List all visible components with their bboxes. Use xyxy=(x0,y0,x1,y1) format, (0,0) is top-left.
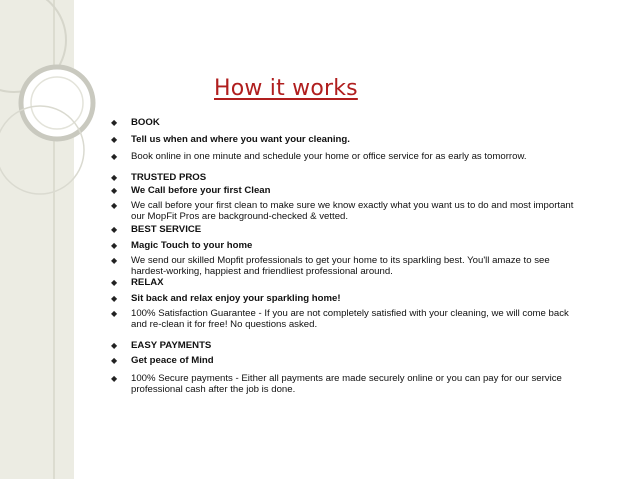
list-item-text: Magic Touch to your home xyxy=(131,240,253,251)
list-item xyxy=(111,278,576,289)
bullet-icon: ◆ xyxy=(111,294,118,303)
bullet-icon: ◆ xyxy=(111,225,118,234)
bullet-icon: ◆ xyxy=(111,341,118,350)
decorative-circles xyxy=(0,0,140,200)
bullet-icon: ◆ xyxy=(111,186,118,195)
list-item-text: 100% Satisfaction Guarantee - If you are not completely satisfied with your cleaning, we will come back and re-clean it for free! No questions asked. xyxy=(131,308,569,330)
list-item xyxy=(111,118,576,129)
bullet-icon: ◆ xyxy=(111,356,118,365)
bullet-icon: ◆ xyxy=(111,374,118,383)
list-item xyxy=(111,241,576,252)
list-item xyxy=(111,135,576,146)
page-title: How it works xyxy=(214,76,358,101)
list-item-text: RELAX xyxy=(131,277,164,288)
list-item-text: EASY PAYMENTS xyxy=(131,340,212,351)
list-item-text: Book online in one minute and schedule your home or office service for as early as tomorrow. xyxy=(131,151,527,162)
list-item xyxy=(111,256,576,277)
list-item xyxy=(111,186,576,197)
list-item xyxy=(111,294,576,305)
list-item-text: TRUSTED PROS xyxy=(131,172,207,183)
bullet-icon: ◆ xyxy=(111,118,118,127)
bullet-icon: ◆ xyxy=(111,135,118,144)
list-item-text: 100% Secure payments - Either all payments are made securely online or you can pay for our service professional cash after the job is done. xyxy=(131,373,562,395)
list-item-text: Tell us when and where you want your cleaning. xyxy=(131,134,350,145)
bullet-icon: ◆ xyxy=(111,309,118,318)
bullet-icon: ◆ xyxy=(111,201,118,210)
list-item xyxy=(111,173,576,184)
bullet-icon: ◆ xyxy=(111,241,118,250)
list-item xyxy=(111,356,576,367)
bullet-icon: ◆ xyxy=(111,173,118,182)
list-item-text: Sit back and relax enjoy your sparkling home! xyxy=(131,293,341,304)
list-item-text: We Call before your first Clean xyxy=(131,185,271,196)
list-item xyxy=(111,225,576,236)
list-item-text: We call before your first clean to make sure we know exactly what you want us to do and most important our MopFit Pros are background-checked & vetted. xyxy=(131,200,574,222)
list-item-text: Get peace of Mind xyxy=(131,355,214,366)
bullet-icon: ◆ xyxy=(111,278,118,287)
list-item xyxy=(111,152,576,163)
bullet-icon: ◆ xyxy=(111,256,118,265)
bullet-icon: ◆ xyxy=(111,152,118,161)
list-item xyxy=(111,374,576,395)
list-item-text: We send our skilled Mopfit professionals to get your home to its sparkling best. You'll amaze to see hardest-working, happiest and friendliest professional around. xyxy=(131,255,550,277)
list-item xyxy=(111,341,576,352)
list-item xyxy=(111,309,576,330)
list-item-text: BOOK xyxy=(131,117,160,128)
list-item xyxy=(111,201,576,222)
list-item-text: BEST SERVICE xyxy=(131,224,202,235)
